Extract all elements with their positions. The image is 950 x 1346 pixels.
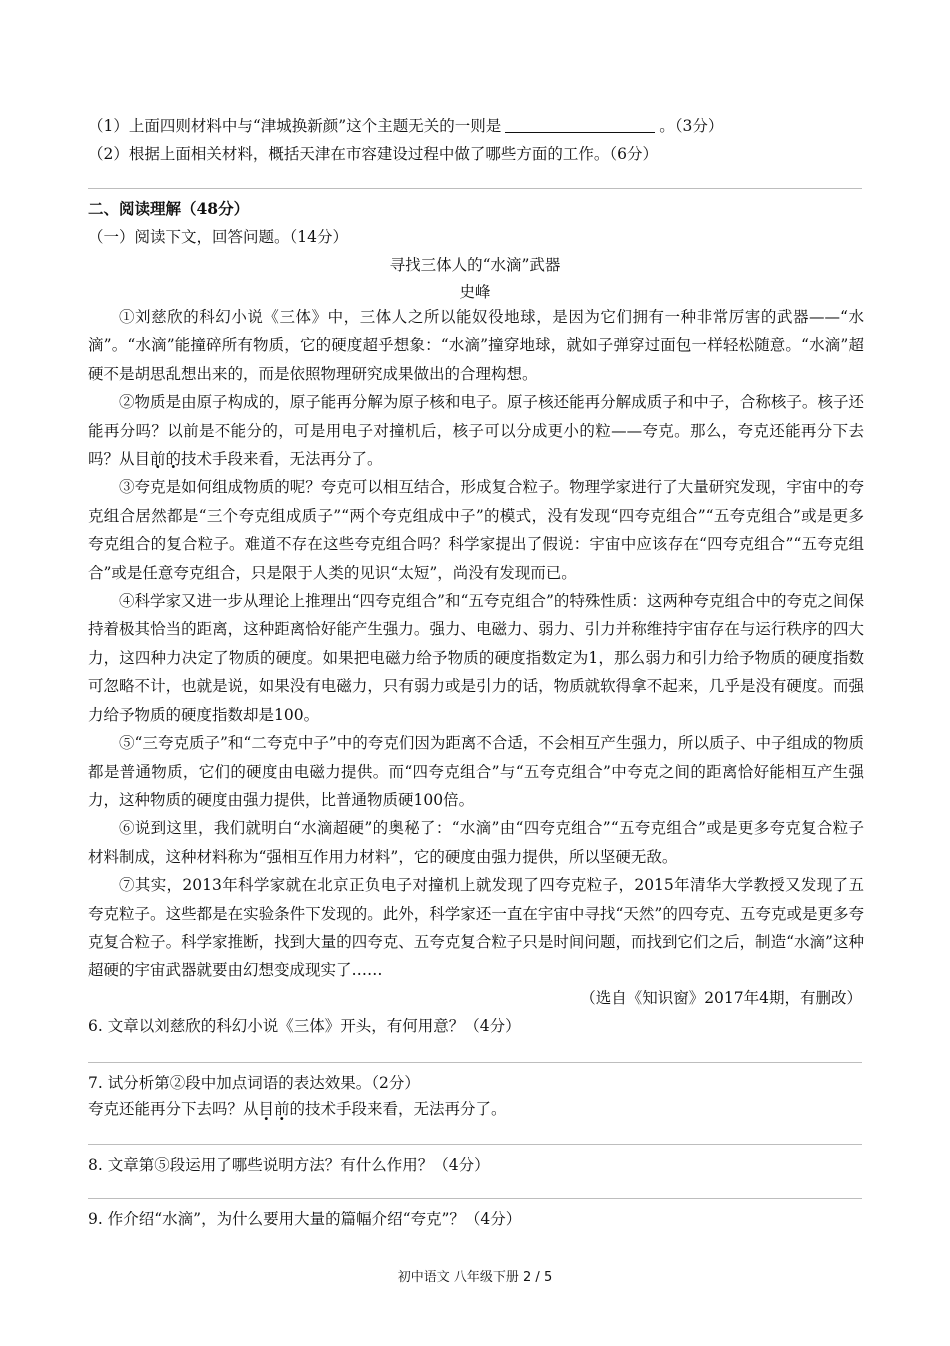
article-title: 寻找三体人的“水滴”武器 <box>389 256 561 274</box>
article-source: （选自《知识窗》2017年4期，有删改） <box>580 989 862 1007</box>
dotted-char: 目 <box>258 1100 275 1118</box>
paragraph-1: ①刘慈欣的科幻小说《三体》中，三体人之所以能奴役地球，是因为它们拥有一种非常厉害的武器——“水滴”。“水滴”能撞碎所有物质，它的硬度超乎想象：“水滴”撞穿地球，就如子弹穿过面包一样轻松随意。“水滴”超硬不是胡思乱想出来的，而是依照物理研究成果做出的合理构想。 <box>88 308 864 383</box>
question-1-text: （1）上面四则材料中与“津城换新颜”这个主题无关的一则是 <box>88 117 502 135</box>
paragraph-4: ④科学家又进一步从理论上推理出“四夸克组合”和“五夸克组合”的特殊性质：这两种夸克组合中的夸克之间保持着极其恰当的距离，这种距离恰好能产生强力。强力、电磁力、弱力、引力并称维持宇宙存在与运行秩序的四大力，这四种力决定了物质的硬度。如果把电磁力给予物质的硬度指数定为1，那么弱力和引力给予物质的硬度指数可忽略不计，也就是说，如果没有电磁力，只有弱力或是引力的话，物质就软得拿不起来，几乎是没有硬度。而强力给予物质的硬度指数却是100。 <box>88 592 864 724</box>
question-7-quote: 夸克还能再分下去吗？从目前的技术手段来看，无法再分了。 <box>88 1100 507 1118</box>
sub-heading: （一）阅读下文，回答问题。（14分） <box>88 228 348 246</box>
question-2: （2）根据上面相关材料，概括天津在市容建设过程中做了哪些方面的工作。（6分） <box>88 145 658 163</box>
section-heading: 二、阅读理解（48分） <box>88 199 250 218</box>
article-author: 史峰 <box>459 283 491 301</box>
dotted-char: 前 <box>274 1100 290 1118</box>
paragraph-5: ⑤“三夸克质子”和“二夸克中子”中的夸克们因为距离不合适，不会相互产生强力，所以质子、中子组成的物质都是普通物质，它们的硬度由电磁力提供。而“四夸克组合”与“五夸克组合”中夸克之间的距离恰好能相互产生强力，这种物质的硬度由强力提供，比普通物质硬100倍。 <box>88 734 864 809</box>
article-body <box>88 303 864 985</box>
dotted-char: 前 <box>150 450 166 469</box>
answer-line <box>88 188 862 189</box>
paragraph-7: ⑦其实，2013年科学家就在北京正负电子对撞机上就发现了四夸克粒子，2015年清华大学教授又发现了五夸克粒子。这些都是在实验条件下发现的。此外，科学家还一直在宇宙中寻找“天然”的四夸克、五夸克或是更多夸克复合粒子。科学家推断，找到大量的四夸克、五夸克复合粒子只是时间问题，而找到它们之后，制造“水滴”这种超硬的宇宙武器就要由幻想变成现实了…… <box>88 876 864 980</box>
question-1 <box>88 114 862 138</box>
answer-line <box>88 1144 862 1145</box>
paragraph-2: ②物质是由原子构成的，原子能再分解为原子核和电子。原子核还能再分解成质子和中子，合称核子。核子还能再分吗？以前是不能分的，可是用电子对撞机后，核子可以分成更小的粒——夸克。那么，夸克还能再分下去吗？从目前的技术手段来看，无法再分了。 <box>88 393 864 469</box>
answer-line <box>88 1198 862 1199</box>
dotted-char: 目 <box>134 450 151 469</box>
answer-line <box>88 1062 862 1063</box>
page-footer: 初中语文 八年级下册 2 / 5 <box>397 1270 553 1285</box>
question-8: 8. 文章第⑤段运用了哪些说明方法？有什么作用？（4分） <box>88 1156 490 1174</box>
answer-blank[interactable] <box>505 116 655 133</box>
question-7: 7. 试分析第②段中加点词语的表达效果。（2分） <box>88 1074 420 1092</box>
question-1-score: 。（3分） <box>659 117 724 135</box>
question-6: 6. 文章以刘慈欣的科幻小说《三体》开头，有何用意？（4分） <box>88 1017 521 1035</box>
paragraph-3: ③夸克是如何组成物质的呢？夸克可以相互结合，形成复合粒子。物理学家进行了大量研究发现，宇宙中的夸克组合居然都是“三个夸克组成质子”“两个夸克组成中子”的模式，没有发现“四夸克组合”“五夸克组合”或是更多夸克组合的复合粒子。难道不存在这些夸克组合吗？科学家提出了假说：宇宙中应该存在“四夸克组合”“五夸克组合”或是任意夸克组合，只是限于人类的见识“太短”，尚没有发现而已。 <box>88 478 864 582</box>
paragraph-6: ⑥说到这里，我们就明白“水滴超硬”的奥秘了：“水滴”由“四夸克组合”“五夸克组合”或是更多夸克复合粒子材料制成，这种材料称为“强相互作用力材料”，它的硬度由强力提供，所以坚硬无敌。 <box>88 819 864 866</box>
question-9: 9. 作介绍“水滴”，为什么要用大量的篇幅介绍“夸克”？（4分） <box>88 1210 522 1228</box>
